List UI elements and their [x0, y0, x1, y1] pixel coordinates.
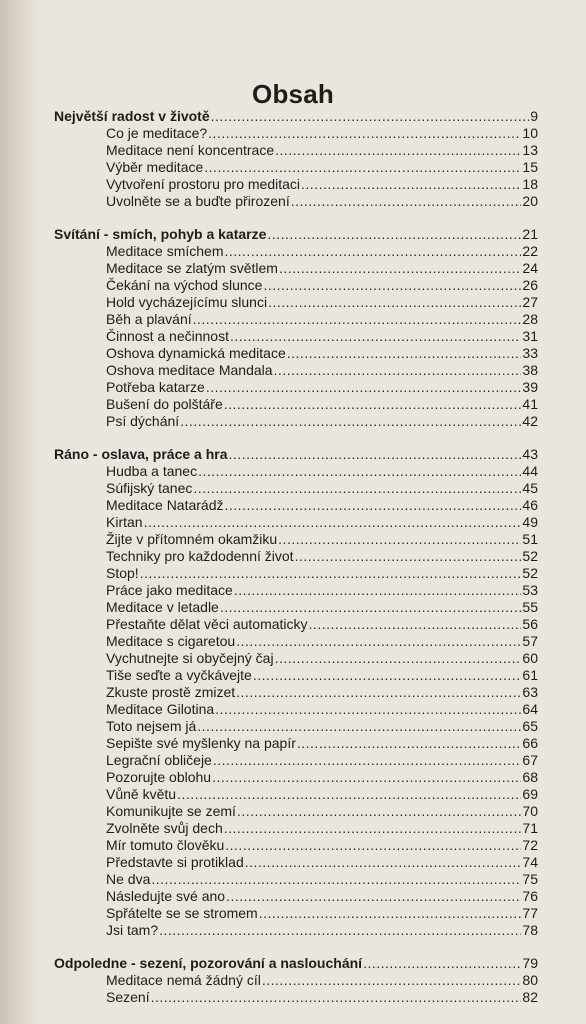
- toc-entry: [54, 480, 538, 497]
- toc-entry: [54, 803, 538, 820]
- dot-leader: [220, 599, 522, 616]
- toc-entry: [54, 972, 538, 989]
- toc-entry-text: Súfijský tanec: [106, 480, 193, 496]
- toc-entry-page-number: 82: [522, 989, 538, 1005]
- toc-entry-text: Ne dva: [106, 871, 151, 887]
- dot-leader: [225, 837, 521, 854]
- dot-leader: [236, 684, 521, 701]
- toc-entry: [54, 497, 538, 514]
- toc-entry: [54, 142, 538, 159]
- dot-leader: [193, 311, 522, 328]
- toc-entry: [54, 277, 538, 294]
- toc-entry: [54, 413, 538, 430]
- dot-leader: [309, 616, 522, 633]
- toc-chapter-heading-page-number: 9: [530, 108, 538, 124]
- toc-entry-text: Tiše seďte a vyčkávejte: [106, 667, 252, 683]
- dot-leader: [159, 922, 521, 939]
- toc-entry-text: Vytvoření prostoru pro meditaci: [106, 176, 301, 192]
- toc-entry-page-number: 41: [522, 396, 538, 412]
- dot-leader: [263, 277, 521, 294]
- toc-chapter-heading: [54, 108, 538, 125]
- toc-entry-page-number: 55: [522, 599, 538, 615]
- toc-entry-text: Meditace Gilotina: [106, 701, 215, 717]
- toc-entry: [54, 650, 538, 667]
- toc-entry-text: Spřátelte se se stromem: [106, 905, 258, 921]
- toc-entry-page-number: 42: [522, 413, 538, 429]
- toc-entry-page-number: 39: [522, 379, 538, 395]
- dot-leader: [259, 905, 522, 922]
- toc-entry-page-number: 15: [522, 159, 538, 175]
- toc-section: [54, 226, 538, 430]
- toc-entry-text: Meditace s cigaretou: [106, 633, 236, 649]
- toc-entry: [54, 616, 538, 633]
- dot-leader: [226, 888, 521, 905]
- dot-leader: [204, 159, 521, 176]
- toc-entry-text: Toto nejsem já: [106, 718, 197, 734]
- toc-entry-page-number: 71: [522, 820, 538, 836]
- toc-entry: [54, 582, 538, 599]
- toc-entry-page-number: 33: [522, 345, 538, 361]
- toc-entry-page-number: 52: [522, 565, 538, 581]
- toc-entry-text: Potřeba katarze: [106, 379, 205, 395]
- toc-section: [54, 955, 538, 1006]
- toc-entry-page-number: 24: [522, 260, 538, 276]
- toc-entry-page-number: 63: [522, 684, 538, 700]
- toc-section: [54, 446, 538, 939]
- toc-entry-text: Sezení: [106, 989, 150, 1005]
- toc-entry-page-number: 38: [522, 362, 538, 378]
- toc-entry: [54, 837, 538, 854]
- toc-entry: [54, 820, 538, 837]
- toc-entry: [54, 260, 538, 277]
- toc-entry-text: Meditace smíchem: [106, 243, 224, 259]
- dot-leader: [287, 345, 522, 362]
- toc-entry: [54, 362, 538, 379]
- toc-entry-text: Co je meditace?: [106, 125, 208, 141]
- toc-entry-page-number: 44: [522, 463, 538, 479]
- toc-entry: [54, 311, 538, 328]
- dot-leader: [279, 260, 521, 277]
- dot-leader: [215, 701, 521, 718]
- toc-chapter-heading-text: Ráno - oslava, práce a hra: [54, 446, 228, 462]
- toc-entry-page-number: 57: [522, 633, 538, 649]
- dot-leader: [234, 582, 522, 599]
- toc-entry-text: Kirtan: [106, 514, 143, 530]
- toc-entry-text: Techniky pro každodenní život: [106, 548, 294, 564]
- toc-entry-text: Čekání na východ slunce: [106, 277, 263, 293]
- toc-entry-page-number: 65: [522, 718, 538, 734]
- dot-leader: [291, 193, 522, 210]
- toc-entry-page-number: 27: [522, 294, 538, 310]
- toc-entry-text: Meditace v letadle: [106, 599, 219, 615]
- dot-leader: [275, 650, 522, 667]
- toc-entry-text: Bušení do polštáře: [106, 396, 223, 412]
- toc-entry-page-number: 72: [522, 837, 538, 853]
- toc-entry: [54, 905, 538, 922]
- toc-entry-page-number: 77: [522, 905, 538, 921]
- toc-entry-page-number: 10: [522, 125, 538, 141]
- dot-leader: [144, 514, 522, 531]
- toc-entry-page-number: 49: [522, 514, 538, 530]
- dot-leader: [193, 480, 521, 497]
- toc-entry: [54, 854, 538, 871]
- toc-entry-page-number: 46: [522, 497, 538, 513]
- toc-entry-text: Zkuste prostě zmizet: [106, 684, 236, 700]
- toc-entry: [54, 396, 538, 413]
- page-title: Obsah: [252, 79, 334, 110]
- toc-chapter-heading: [54, 226, 538, 243]
- toc-entry-text: Meditace Natarádž: [106, 497, 224, 513]
- toc-entry: [54, 294, 538, 311]
- toc-entry: [54, 633, 538, 650]
- toc-entry-page-number: 22: [522, 243, 538, 259]
- toc-entry-page-number: 70: [522, 803, 538, 819]
- dot-leader: [301, 176, 521, 193]
- toc-entry-text: Psí dýchání: [106, 413, 180, 429]
- toc-entry: [54, 599, 538, 616]
- toc-entry: [54, 888, 538, 905]
- toc-entry-text: Legrační obličeje: [106, 752, 212, 768]
- toc-chapter-heading-text: Odpoledne - sezení, pozorování a naslouchání: [54, 955, 363, 971]
- toc-entry: [54, 752, 538, 769]
- toc-entry-text: Žijte v přítomném okamžiku: [106, 531, 278, 547]
- dot-leader: [198, 463, 521, 480]
- toc-chapter-heading: [54, 446, 538, 463]
- toc-chapter-heading: [54, 955, 538, 972]
- toc-entry-text: Zvolněte svůj dech: [106, 820, 223, 836]
- toc-entry-page-number: 52: [522, 548, 538, 564]
- dot-leader: [278, 531, 521, 548]
- toc-entry: [54, 531, 538, 548]
- toc-entry-text: Hold vycházejícímu slunci: [106, 294, 268, 310]
- toc-chapter-heading-text: Největší radost v životě: [54, 108, 210, 124]
- toc-entry-page-number: 53: [522, 582, 538, 598]
- toc-entry-page-number: 45: [522, 480, 538, 496]
- toc-entry-text: Uvolněte se a buďte přirození: [106, 193, 290, 209]
- dot-leader: [236, 633, 521, 650]
- toc-entry-page-number: 67: [522, 752, 538, 768]
- toc-entry-page-number: 20: [522, 193, 538, 209]
- toc-entry-page-number: 18: [522, 176, 538, 192]
- toc-entry: [54, 922, 538, 939]
- toc-entry: [54, 786, 538, 803]
- toc-entry-page-number: 28: [522, 311, 538, 327]
- toc-entry: [54, 769, 538, 786]
- toc-chapter-heading-page-number: 21: [522, 226, 538, 242]
- toc-entry-page-number: 13: [522, 142, 538, 158]
- toc-entry-text: Činnost a nečinnost: [106, 328, 229, 344]
- toc-entry-text: Hudba a tanec: [106, 463, 198, 479]
- toc-entry: [54, 548, 538, 565]
- toc-entry-text: Meditace nemá žádný cíl: [106, 972, 261, 988]
- toc-entry: [54, 871, 538, 888]
- dot-leader: [151, 989, 522, 1006]
- toc-entry-text: Práce jako meditace: [106, 582, 233, 598]
- toc-entry-text: Pozorujte oblohu: [106, 769, 212, 785]
- toc-entry-text: Oshova dynamická meditace: [106, 345, 286, 361]
- dot-leader: [253, 667, 522, 684]
- toc-entry: [54, 125, 538, 142]
- dot-leader: [275, 142, 521, 159]
- toc-entry: [54, 514, 538, 531]
- toc-entry-text: Výběr meditace: [106, 159, 204, 175]
- toc-entry: [54, 735, 538, 752]
- dot-leader: [177, 786, 521, 803]
- toc-chapter-heading-page-number: 79: [522, 955, 538, 971]
- toc-entry: [54, 328, 538, 345]
- toc-entry-page-number: 56: [522, 616, 538, 632]
- toc-entry-text: Meditace se zlatým světlem: [106, 260, 278, 276]
- toc-entry-text: Vychutnejte si obyčejný čaj: [106, 650, 274, 666]
- toc-entry-text: Komunikujte se zemí: [106, 803, 236, 819]
- toc-entry: [54, 684, 538, 701]
- page-gutter-shadow: [0, 0, 40, 1024]
- toc-entry: [54, 463, 538, 480]
- toc-entry: [54, 379, 538, 396]
- toc-entry-page-number: 66: [522, 735, 538, 751]
- toc-entry-page-number: 78: [522, 922, 538, 938]
- dot-leader: [295, 548, 522, 565]
- dot-leader: [237, 803, 521, 820]
- dot-leader: [230, 328, 521, 345]
- table-of-contents: [54, 108, 538, 1022]
- dot-leader: [224, 396, 522, 413]
- toc-entry: [54, 565, 538, 582]
- toc-entry-page-number: 69: [522, 786, 538, 802]
- toc-entry-text: Sepište své myšlenky na papír: [106, 735, 296, 751]
- dot-leader: [180, 413, 521, 430]
- toc-entry: [54, 193, 538, 210]
- dot-leader: [268, 294, 521, 311]
- toc-section: [54, 108, 538, 210]
- toc-entry-page-number: 80: [522, 972, 538, 988]
- dot-leader: [267, 226, 521, 243]
- dot-leader: [363, 955, 521, 972]
- dot-leader: [229, 446, 522, 463]
- dot-leader: [206, 379, 522, 396]
- toc-entry: [54, 989, 538, 1006]
- toc-entry: [54, 667, 538, 684]
- dot-leader: [245, 854, 522, 871]
- toc-entry-page-number: 74: [522, 854, 538, 870]
- toc-entry-text: Běh a plavání: [106, 311, 192, 327]
- toc-entry-page-number: 68: [522, 769, 538, 785]
- toc-entry-page-number: 31: [522, 328, 538, 344]
- toc-entry-text: Přestaňte dělat věci automaticky: [106, 616, 308, 632]
- dot-leader: [213, 752, 522, 769]
- toc-entry-page-number: 61: [522, 667, 538, 683]
- toc-entry-page-number: 51: [522, 531, 538, 547]
- toc-entry-text: Jsi tam?: [106, 922, 159, 938]
- dot-leader: [211, 108, 530, 125]
- toc-chapter-heading-page-number: 43: [522, 446, 538, 462]
- toc-entry-text: Oshova meditace Mandala: [106, 362, 273, 378]
- dot-leader: [140, 565, 522, 582]
- toc-entry: [54, 345, 538, 362]
- toc-entry: [54, 176, 538, 193]
- dot-leader: [224, 243, 521, 260]
- toc-chapter-heading-text: Svítání - smích, pohyb a katarze: [54, 226, 267, 242]
- toc-entry-page-number: 60: [522, 650, 538, 666]
- dot-leader: [151, 871, 521, 888]
- dot-leader: [197, 718, 521, 735]
- toc-entry: [54, 701, 538, 718]
- toc-entry-text: Představte si protiklad: [106, 854, 244, 870]
- toc-entry-page-number: 26: [522, 277, 538, 293]
- dot-leader: [274, 362, 522, 379]
- toc-entry-text: Následujte své ano: [106, 888, 226, 904]
- toc-entry: [54, 718, 538, 735]
- toc-entry-page-number: 75: [522, 871, 538, 887]
- dot-leader: [224, 820, 522, 837]
- dot-leader: [297, 735, 522, 752]
- toc-entry: [54, 243, 538, 260]
- toc-entry: [54, 159, 538, 176]
- dot-leader: [212, 769, 521, 786]
- toc-entry-text: Stop!: [106, 565, 139, 581]
- toc-entry-text: Vůně květu: [106, 786, 177, 802]
- toc-entry-text: Meditace není koncentrace: [106, 142, 275, 158]
- dot-leader: [262, 972, 522, 989]
- toc-entry-page-number: 64: [522, 701, 538, 717]
- toc-entry-page-number: 76: [522, 888, 538, 904]
- dot-leader: [225, 497, 522, 514]
- toc-entry-text: Mír tomuto člověku: [106, 837, 225, 853]
- dot-leader: [208, 125, 521, 142]
